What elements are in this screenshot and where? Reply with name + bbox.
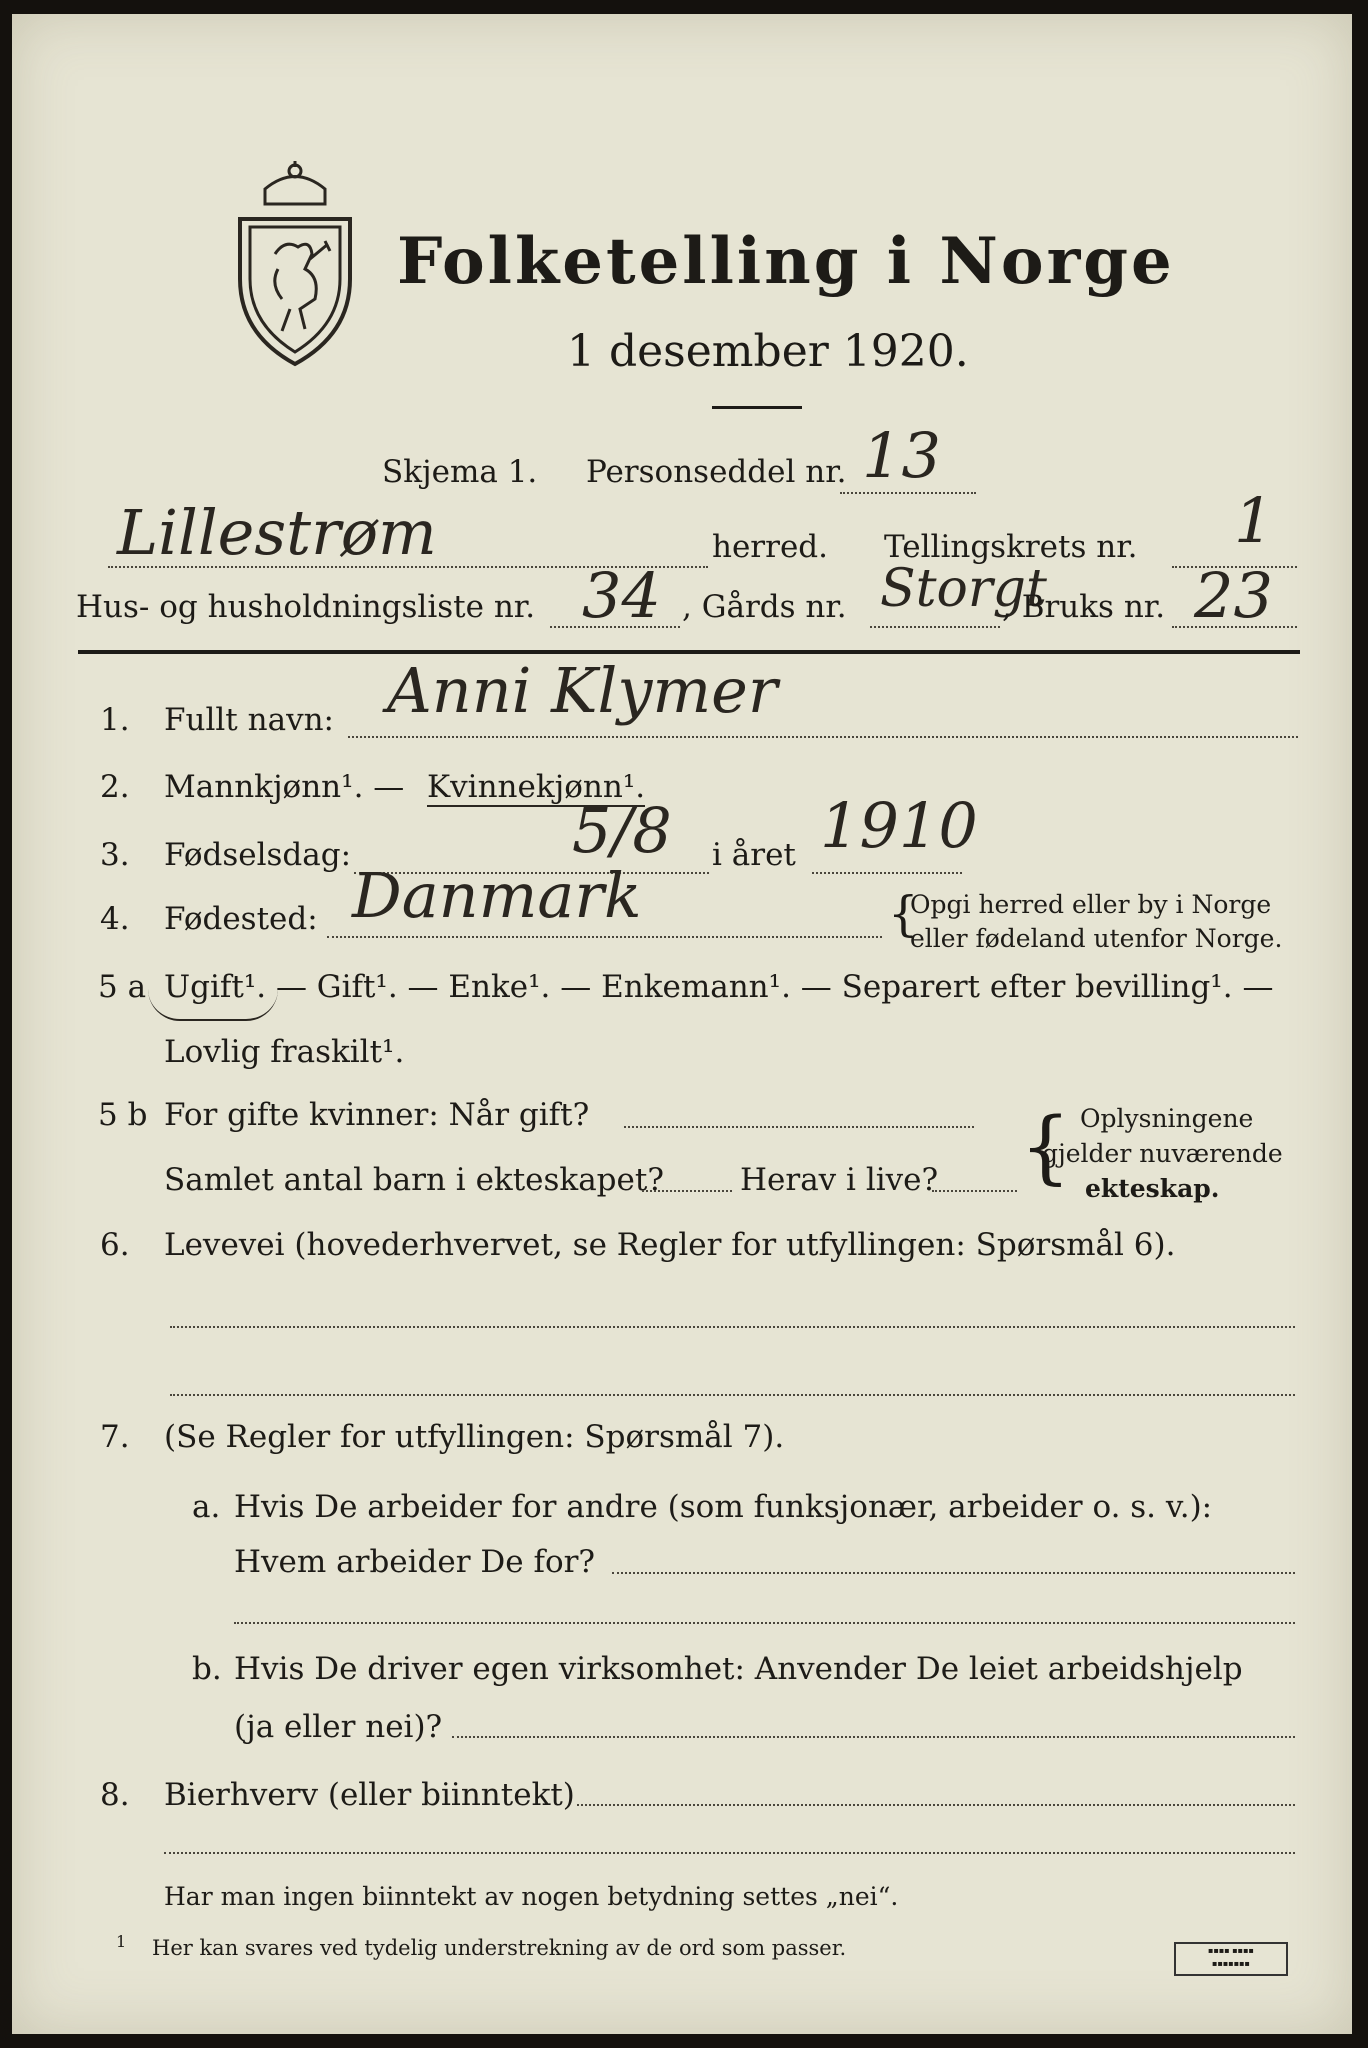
tellingskrets-label: Tellingskrets nr. [884,529,1138,565]
children-alive-label: Herav i live? [740,1162,939,1198]
q3-number: 3. [100,837,130,873]
birthday-value[interactable]: 5/8 [572,794,672,867]
personseddel-value[interactable]: 13 [862,419,941,492]
q4-number: 4. [100,901,130,937]
married-when-label: For gifte kvinner: Når gift? [164,1097,590,1133]
q1-label: Fullt navn: [164,702,334,738]
marriage-note-brace: { [1020,1100,1071,1193]
q7-label: (Se Regler for utfyllingen: Spørsmål 7). [164,1419,785,1455]
husholdningsliste-label: Hus- og husholdningsliste nr. [76,589,536,625]
form-title: Folketelling i Norge [397,224,1175,299]
q8-number: 8. [100,1777,130,1813]
marriage-note-line2: gjelder nuværende [1042,1139,1283,1168]
q7b-line1: Hvis De driver egen virksomhet: Anvender De leiet arbeidshjelp [234,1651,1243,1687]
marriage-note-line3: ekteskap. [1085,1174,1220,1203]
birthplace-note-brace: { [888,886,919,942]
occupation-label: Levevei (hovederhvervet, se Regler for utfyllingen: Spørsmål 6). [164,1227,1176,1263]
side-income-field-line-1 [577,1804,1295,1806]
q7a-letter: a. [192,1489,221,1525]
q5b-number: 5 b [98,1097,148,1133]
children-alive-field-line [932,1190,1017,1192]
marital-status-divorced[interactable]: Lovlig fraskilt¹. [164,1034,405,1070]
gender-option-female[interactable]: Kvinnekjønn¹. [427,769,646,805]
q7a-line1: Hvis De arbeider for andre (som funksjonær, arbeider o. s. v.): [234,1489,1213,1525]
full-name-field-line [348,736,1298,738]
tellingskrets-value[interactable]: 1 [1234,484,1274,557]
census-form-sheet [12,14,1352,2034]
herred-label: herred. [712,529,828,565]
footnote-mark: 1 [116,1932,127,1951]
ugift-underline-mark [148,989,278,1021]
employer-field-line-2 [234,1622,1295,1624]
children-total-field-line [642,1190,732,1192]
occupation-field-line-1 [170,1326,1295,1328]
personseddel-field-line [840,492,976,494]
year-label: i året [712,837,796,873]
side-income-label: Bierhverv (eller biinntekt) [164,1777,575,1813]
gender-option-male[interactable]: Mannkjønn¹. — [164,769,405,805]
q7-number: 7. [100,1419,130,1455]
birthplace-field-line [327,936,882,938]
bruks-label: , Bruks nr. [1002,589,1166,625]
gards-field-line [870,626,1000,628]
no-income-note: Har man ingen biinntekt av nogen betydning settes „nei“. [164,1882,899,1911]
census-date: 1 desember 1920. [567,326,969,377]
birthplace-value[interactable]: Danmark [352,859,642,932]
birthplace-note-line2: eller fødeland utenfor Norge. [910,924,1283,953]
footnote-text: Her kan svares ved tydelig understrekning av de ord som passer. [152,1936,847,1960]
q5a-number: 5 a [98,969,147,1005]
q6-number: 6. [100,1227,130,1263]
marital-status-options[interactable]: Ugift¹. — Gift¹. — Enke¹. — Enkemann¹. — Separert efter bevilling¹. — [164,969,1274,1005]
marriage-note-line1: Oplysningene [1080,1104,1254,1133]
gards-label: , Gårds nr. [682,589,847,625]
q7a-line2: Hvem arbeider De for? [234,1544,596,1580]
occupation-field-line-2 [170,1394,1295,1396]
skjema-label: Skjema 1. [382,454,538,490]
printer-stamp: ▪▪▪▪ ▪▪▪▪ ▪▪▪▪▪▪▪ [1174,1942,1288,1976]
q2-number: 2. [100,769,130,805]
side-income-field-line-2 [164,1852,1295,1854]
herred-value[interactable]: Lillestrøm [117,496,437,569]
birthplace-note-line1: Opgi herred eller by i Norge [910,890,1272,919]
employer-field-line-1 [612,1572,1295,1574]
birth-year-field-line [812,872,962,874]
hired-help-field-line [452,1736,1295,1738]
q7b-letter: b. [192,1651,222,1687]
bruks-value[interactable]: 23 [1194,559,1273,632]
children-total-label: Samlet antal barn i ekteskapet? [164,1162,664,1198]
q3-label: Fødselsdag: [164,837,352,873]
personseddel-label: Personseddel nr. [586,454,847,490]
title-divider [712,406,802,409]
q7b-line2: (ja eller nei)? [234,1709,443,1745]
married-when-field-line [624,1126,974,1128]
q4-label: Fødested: [164,901,318,937]
full-name-value[interactable]: Anni Klymer [387,654,778,727]
q1-number: 1. [100,702,130,738]
gards-value[interactable]: Storgt [880,559,1047,619]
norwegian-coat-of-arms-icon [230,159,360,369]
birth-year-value[interactable]: 1910 [820,789,978,862]
husholdningsliste-value[interactable]: 34 [582,559,661,632]
